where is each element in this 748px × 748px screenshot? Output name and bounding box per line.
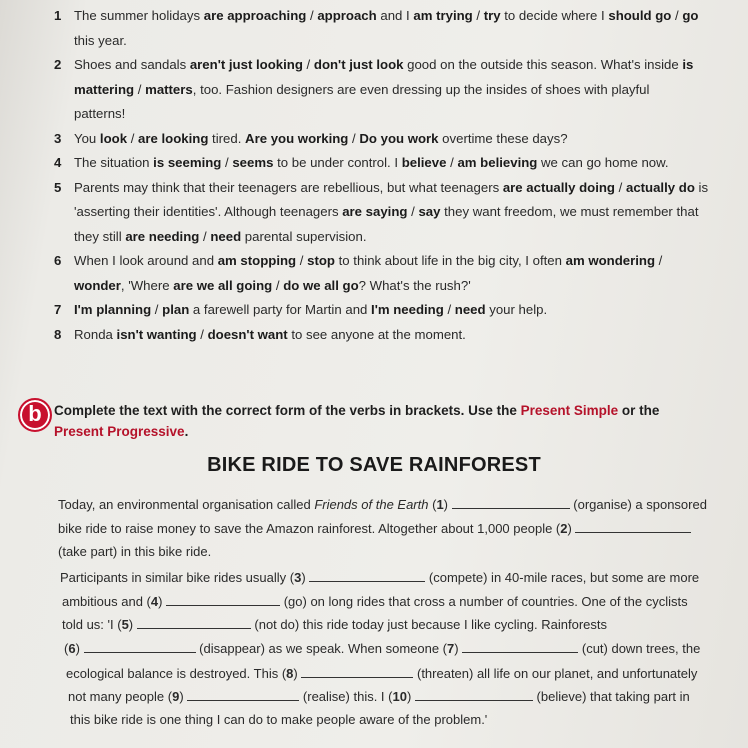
- passage-text: ): [567, 521, 572, 536]
- option: stop: [307, 253, 335, 268]
- verb-hint: (organise) a sponsored: [573, 497, 707, 512]
- option: mattering: [74, 81, 135, 97]
- exercise-item-6: [52, 249, 742, 298]
- blank-7[interactable]: [462, 640, 578, 653]
- passage-line-4: [60, 569, 699, 585]
- blank-8[interactable]: [301, 665, 413, 678]
- option: look: [99, 130, 128, 146]
- option: is seeming: [153, 155, 222, 170]
- item-text: to decide where I: [500, 8, 609, 23]
- option: I'm planning: [74, 302, 152, 317]
- separator: /: [655, 253, 663, 268]
- passage-text: this bike ride is one thing I can do to make people aware of the problem.': [70, 712, 488, 727]
- item-number: 1: [54, 8, 62, 23]
- blank-1[interactable]: [452, 496, 570, 509]
- item-text: overtime these days?: [438, 130, 568, 146]
- passage-text: ): [301, 570, 306, 585]
- item-text: this year.: [74, 32, 127, 48]
- passage-text: ): [406, 689, 412, 704]
- separator: /: [614, 179, 626, 195]
- blank-number: 6: [68, 641, 76, 656]
- blank-number: 3: [294, 570, 302, 585]
- separator: /: [127, 130, 139, 146]
- instruction-text: .: [184, 424, 189, 439]
- option: actually do: [625, 179, 695, 195]
- option: say: [418, 204, 441, 219]
- option: do we all go: [283, 277, 359, 293]
- option: approach: [317, 8, 377, 23]
- exercise-a-list: [52, 4, 742, 347]
- passage-text: bike ride to raise money to save the Amazon rainforest. Altogether about 1,000 people (: [58, 521, 561, 536]
- option: am trying: [413, 8, 473, 23]
- instruction-text: or the: [618, 403, 660, 418]
- item-text: your help.: [485, 302, 548, 317]
- verb-hint: (cut) down trees, the: [581, 641, 701, 656]
- option: are actually doing: [502, 179, 615, 195]
- separator: /: [671, 8, 683, 23]
- passage-line-8: [66, 665, 697, 681]
- passage-text: Participants in similar bike rides usually (: [60, 570, 295, 585]
- item-text: , 'Where: [120, 277, 174, 293]
- passage-text: ambitious and (: [62, 594, 151, 609]
- option: believe: [401, 155, 447, 170]
- option: Are you working: [245, 130, 349, 146]
- tense-present-simple: Present Simple: [520, 403, 619, 418]
- item-text: good on the outside this season. What's inside: [403, 57, 683, 72]
- blank-number: 1: [436, 497, 444, 512]
- blank-4[interactable]: [166, 593, 280, 606]
- passage-text: (: [428, 497, 437, 512]
- passage-line-6: [62, 616, 607, 632]
- blank-2[interactable]: [575, 520, 691, 533]
- item-text: , too. Fashion designers are even dressing up the insides of shoes with playful: [192, 81, 650, 97]
- verb-hint: (threaten) all life on our planet, and unfortunately: [416, 666, 698, 681]
- item-text: 'asserting their identities'. Although teenagers: [74, 204, 343, 219]
- option: I'm needing: [371, 302, 444, 317]
- option: are looking: [138, 130, 209, 146]
- separator: /: [196, 326, 208, 342]
- item-text: Ronda: [74, 326, 117, 342]
- passage-text: ecological balance is destroyed. This (: [66, 666, 287, 681]
- blank-6[interactable]: [84, 640, 196, 653]
- separator: /: [221, 155, 233, 170]
- verb-hint: (compete) in 40-mile races, but some are more: [428, 570, 700, 585]
- item-text: they still: [74, 228, 126, 244]
- item-number: 8: [54, 326, 62, 342]
- exercise-item-7: [52, 298, 742, 323]
- blank-number: 5: [121, 617, 129, 632]
- passage-line-3: [58, 544, 211, 559]
- verb-hint: (believe) that taking part in: [536, 689, 690, 704]
- item-text: is: [694, 179, 709, 195]
- blank-number: 8: [286, 666, 294, 681]
- tense-present-progressive: Present Progressive: [54, 424, 185, 439]
- blank-3[interactable]: [309, 569, 425, 582]
- item-number: 6: [54, 253, 62, 268]
- blank-number: 9: [172, 689, 180, 704]
- passage-line-1: [58, 496, 707, 512]
- option: are needing: [125, 228, 200, 244]
- option: Do you work: [359, 130, 439, 146]
- option: need: [454, 302, 486, 317]
- item-text: to think about life in the big city, I often: [334, 253, 566, 268]
- item-text: You: [74, 130, 100, 146]
- item-text: to see anyone at the moment.: [287, 326, 466, 342]
- passage-line-9: [68, 688, 690, 704]
- passage-title: BIKE RIDE TO SAVE RAINFOREST: [207, 454, 541, 476]
- option: doesn't want: [207, 326, 288, 342]
- exercise-item-1: [52, 4, 742, 53]
- separator: /: [134, 81, 146, 97]
- separator: /: [302, 57, 314, 72]
- item-number: 7: [54, 302, 62, 317]
- section-b-instructions: [54, 400, 744, 442]
- organisation-name: Friends of the Earth: [314, 497, 429, 512]
- passage-text: ): [128, 617, 134, 632]
- item-text: patterns!: [74, 106, 126, 121]
- section-b-badge: b: [18, 398, 52, 432]
- passage-text: told us: 'I (: [62, 617, 122, 632]
- option: are we all going: [173, 277, 273, 293]
- verb-hint: (take part) in this bike ride.: [58, 544, 212, 559]
- option: am stopping: [217, 253, 297, 268]
- item-text: they want freedom, we must remember that: [440, 204, 699, 219]
- exercise-item-5: [52, 176, 742, 250]
- option: is: [682, 57, 694, 72]
- exercise-item-8: [52, 323, 742, 348]
- separator: /: [443, 302, 455, 317]
- option: need: [210, 228, 242, 244]
- item-number: 3: [54, 130, 62, 146]
- item-text: ? What's the rush?': [358, 277, 471, 293]
- verb-hint: (disappear) as we speak. When someone (: [199, 641, 448, 656]
- blank-10[interactable]: [415, 688, 533, 701]
- separator: /: [306, 8, 318, 23]
- option: are approaching: [203, 8, 307, 23]
- option: don't just look: [313, 57, 404, 72]
- verb-hint: (not do) this ride today just because I like cycling. Rainforests: [254, 617, 608, 632]
- item-text: parental supervision.: [241, 228, 367, 244]
- blank-number: 4: [150, 594, 159, 609]
- passage-text: ): [179, 689, 184, 704]
- passage-text: ): [158, 594, 163, 609]
- option: seems: [232, 155, 274, 170]
- item-text: tired.: [208, 130, 246, 146]
- item-text: to be under control. I: [273, 155, 402, 170]
- verb-hint: (go) on long rides that cross a number of countries. One of the cyclists: [283, 594, 688, 609]
- blank-number: 2: [560, 521, 568, 536]
- item-number: 4: [54, 155, 62, 170]
- exercise-item-2: [52, 53, 742, 127]
- blank-5[interactable]: [137, 616, 251, 629]
- item-text: we can go home now.: [537, 155, 669, 170]
- exercise-item-4: [52, 151, 742, 176]
- blank-9[interactable]: [187, 688, 299, 701]
- exercise-item-3: [52, 127, 742, 152]
- option: are saying: [342, 204, 408, 219]
- passage-text: ): [75, 641, 80, 656]
- passage-text: ): [443, 497, 449, 512]
- separator: /: [199, 228, 211, 244]
- separator: /: [348, 130, 360, 146]
- option: am believing: [457, 155, 538, 170]
- option: plan: [162, 302, 190, 317]
- separator: /: [272, 277, 284, 293]
- separator: /: [151, 302, 163, 317]
- option: am wondering: [565, 253, 656, 268]
- option: aren't just looking: [189, 57, 303, 72]
- item-text: and I: [376, 8, 414, 23]
- passage-text: (: [64, 641, 69, 656]
- item-text: The situation: [74, 155, 154, 170]
- blank-number: 7: [447, 641, 455, 656]
- passage-text: Today, an environmental organisation called: [58, 497, 315, 512]
- item-text: a farewell party for Martin and: [189, 302, 372, 317]
- item-text: Parents may think that their teenagers are rebellious, but what teenagers: [74, 179, 503, 195]
- item-number: 5: [54, 179, 62, 195]
- passage-text: ): [454, 641, 459, 656]
- passage-line-10: [70, 712, 487, 727]
- option: should go: [608, 8, 672, 23]
- separator: /: [472, 8, 484, 23]
- option: isn't wanting: [116, 326, 197, 342]
- option: matters: [145, 81, 193, 97]
- item-text: The summer holidays: [74, 8, 204, 23]
- separator: /: [446, 155, 458, 170]
- option: wonder: [74, 277, 121, 293]
- separator: /: [407, 204, 419, 219]
- verb-hint: (realise) this. I (: [302, 689, 393, 704]
- option: try: [483, 8, 501, 23]
- passage-line-2: [58, 520, 691, 536]
- passage-text: not many people (: [68, 689, 173, 704]
- passage-text: ): [293, 666, 298, 681]
- passage-line-7: [64, 640, 700, 656]
- item-text: Shoes and sandals: [74, 57, 190, 72]
- item-text: When I look around and: [74, 253, 218, 268]
- option: go: [682, 8, 699, 23]
- passage-line-5: [62, 593, 688, 609]
- instruction-text: Complete the text with the correct form of the verbs in brackets. Use the: [54, 403, 521, 418]
- separator: /: [296, 253, 308, 268]
- item-number: 2: [54, 57, 62, 72]
- blank-number: 10: [392, 689, 407, 704]
